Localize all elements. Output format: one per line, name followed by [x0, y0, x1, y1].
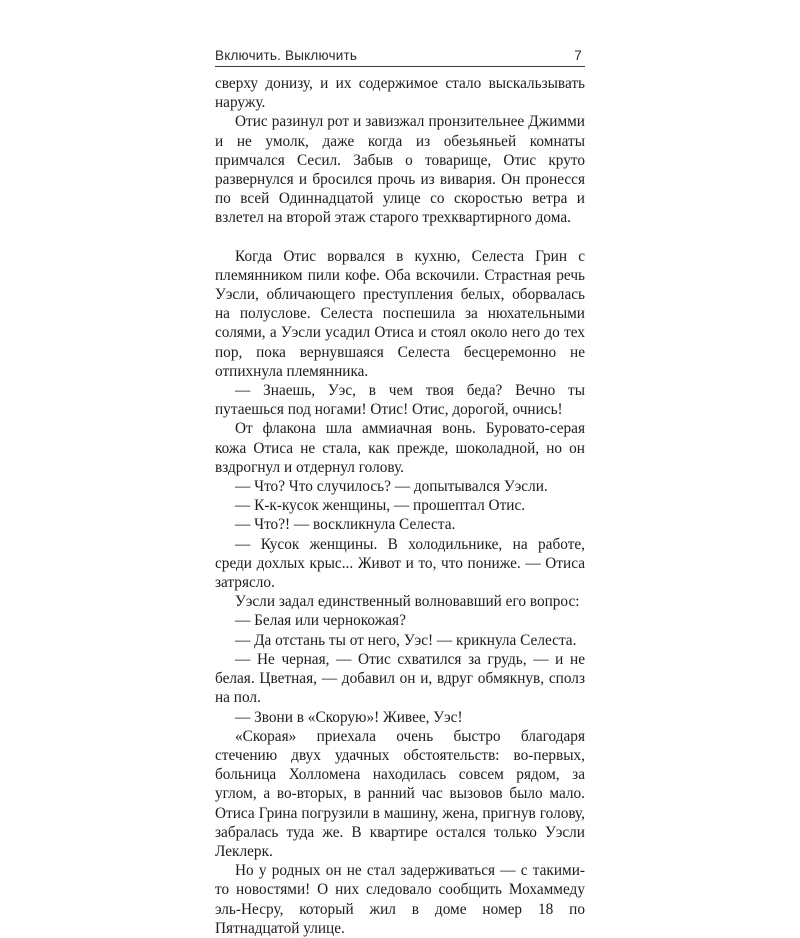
paragraph: — Звони в «Скорую»! Живее, Уэс! — [235, 708, 463, 726]
paragraph: Но у родных он не стал задерживаться — с такими-то новостями! О них следовало сообщить Мохаммеду эль-Несру, который жил в доме номер 18 по Пятнадцатой улице. — [215, 862, 585, 937]
section-break — [215, 228, 585, 247]
paragraph: — Белая или чернокожая? — [235, 612, 406, 630]
book-page — [215, 46, 585, 937]
paragraph: — Не черная, — Отис схватился за грудь, — и не белая. Цветная, — добавил он и, вдруг обмякнув, сполз на пол. — [215, 650, 585, 707]
body-text — [215, 74, 585, 938]
paragraph: Когда Отис ворвался в кухню, Селеста Грин с племянником пили кофе. Оба вскочили. Страстная речь Уэсли, обличающего преступления белых, оборвалась на полуслове. Селеста поспешила за нюхательными солями, а Уэсли усадил Отиса и стоял около него до тех пор, пока вернувшаяся Селеста бесцеремонно не отпихнула племянника. — [215, 247, 585, 380]
paragraph: Отис разинул рот и завизжал пронзительнее Джимми и не умолк, даже когда из обезьяньей комнаты примчался Сесил. Забыв о товарище, Отис круто развернулся и бросился прочь из вивария. Он пронесся по всей Одиннадцатой улице со скоростью ветра и взлетел на второй этаж старого трехквартирного дома. — [215, 113, 585, 227]
paragraph: — Знаешь, Уэс, в чем твоя беда? Вечно ты путаешься под ногами! Отис! Отис, дорогой, очнись! — [215, 382, 585, 419]
paragraph: — К-к-кусок женщины, — прошептал Отис. — [235, 497, 526, 515]
running-title: Включить. Выключить — [215, 48, 358, 63]
page-number: 7 — [574, 48, 582, 63]
paragraph: Уэсли задал единственный волновавший его вопрос: — [235, 593, 580, 611]
paragraph: сверху донизу, и их содержимое стало выскальзывать наружу. — [215, 75, 585, 112]
paragraph: От флакона шла аммиачная вонь. Буровато-серая кожа Отиса не стала, как прежде, шоколадной, но он вздрогнул и отдернул голову. — [215, 420, 585, 476]
paragraph: «Скорая» приехала очень быстро благодаря стечению двух удачных обстоятельств: во-первых, больница Холломена находилась совсем рядом, за углом, а во-вторых, в ранний час вызовов было мало. Отиса Грина погрузили в машину, жена, пригнув голову, забралась туда же. В квартире остался только Уэсли Леклерк. — [215, 727, 585, 860]
paragraph: — Кусок женщины. В холодильнике, на работе, среди дохлых крыс... Живот и то, что пониже. — Отиса затрясло. — [215, 535, 585, 592]
running-header — [215, 46, 585, 66]
paragraph: — Что?! — воскликнула Селеста. — [235, 516, 456, 534]
paragraph: — Что? Что случилось? — допытывался Уэсли. — [235, 478, 548, 496]
paragraph: — Да отстань ты от него, Уэс! — крикнула Селеста. — [235, 631, 577, 649]
header-rule — [215, 66, 585, 67]
